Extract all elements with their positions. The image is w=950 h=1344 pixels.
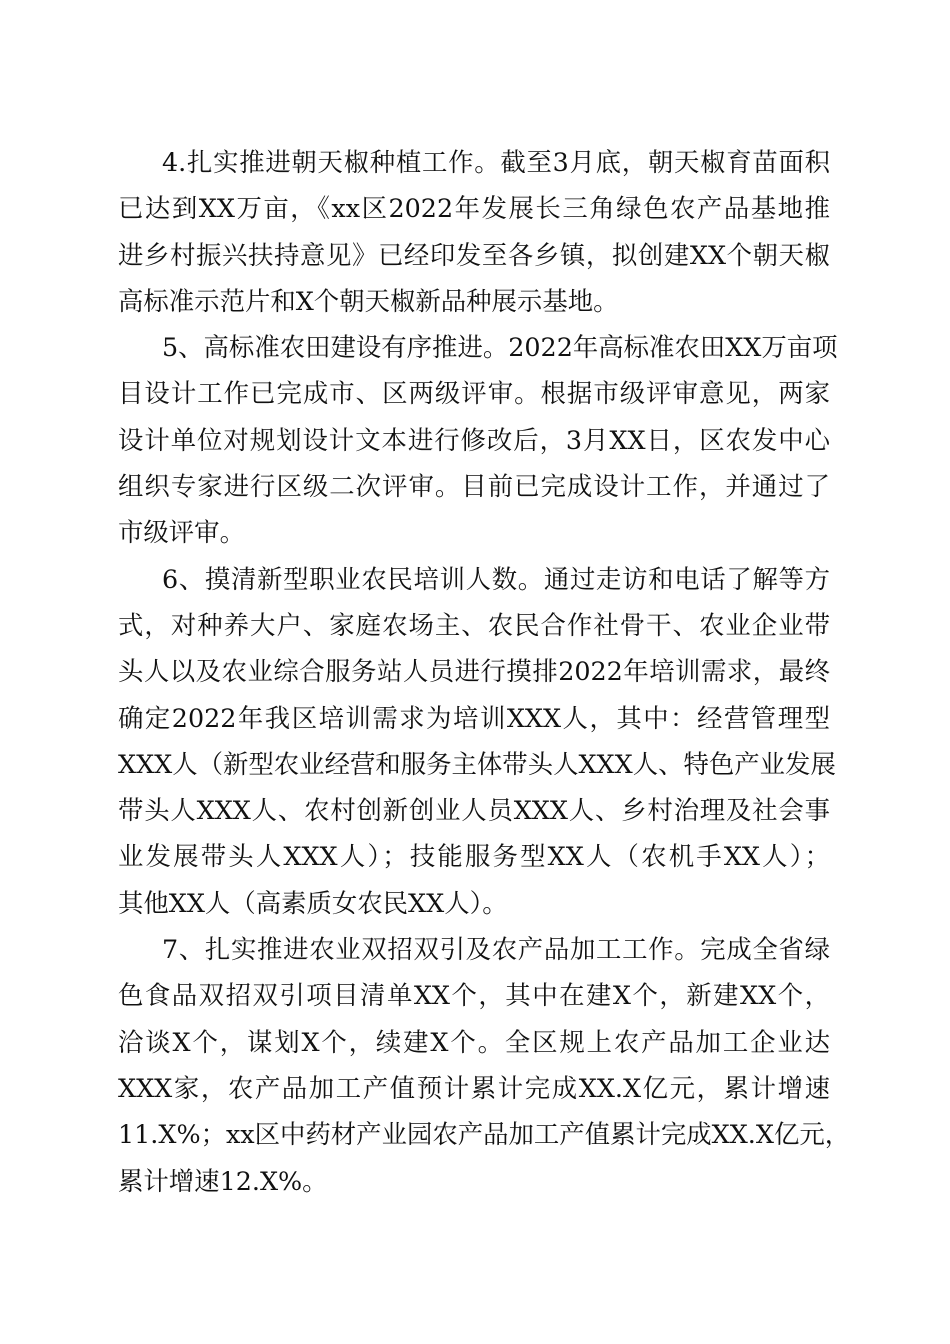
document-body (118, 139, 851, 1204)
paragraph-line: 头人以及农业综合服务站人员进行摸排2022年培训需求，最终 (118, 656, 830, 687)
paragraph-4 (118, 139, 830, 324)
paragraph-line: 市级评审。 (118, 517, 245, 548)
paragraph-line: 目设计工作已完成市、区两级评审。根据市级评审意见，两家 (118, 378, 830, 409)
paragraph-line: 5、高标准农田建设有序推进。2022年高标准农田XX万亩项 (162, 332, 838, 363)
paragraph-line: 色食品双招双引项目清单XX个，其中在建X个，新建XX个， (118, 980, 830, 1011)
paragraph-7 (118, 926, 851, 1204)
paragraph-line: 7、扎实推进农业双招双引及农产品加工工作。完成全省绿 (162, 934, 830, 965)
paragraph-line: 累计增速12.X%。 (118, 1165, 328, 1196)
paragraph-line: 其他XX人（高素质女农民XX人）。 (118, 887, 508, 918)
paragraph-line: 已达到XX万亩，《xx区2022年发展长三角绿色农产品基地推 (118, 193, 830, 224)
paragraph-line: 4.扎实推进朝天椒种植工作。截至3月底，朝天椒育苗面积 (162, 147, 830, 177)
paragraph-line: 业发展带头人XXX人）；技能服务型XX人（农机手XX人）； (118, 841, 830, 872)
paragraph-line: 洽谈X个，谋划X个，续建X个。全区规上农产品加工企业达 (118, 1026, 830, 1057)
paragraph-line: 6、摸清新型职业农民培训人数。通过走访和电话了解等方 (162, 563, 830, 594)
paragraph-line: 高标准示范片和X个朝天椒新品种展示基地。 (118, 285, 619, 316)
paragraph-line: 带头人XXX人、农村创新创业人员XXX人、乡村治理及社会事 (118, 795, 830, 826)
paragraph-line: 确定2022年我区培训需求为培训XXX人，其中：经营管理型 (118, 702, 830, 733)
paragraph-5 (118, 324, 838, 555)
paragraph-line: 设计单位对规划设计文本进行修改后，3月XX日，区农发中心 (118, 424, 830, 455)
paragraph-line: XXX人（新型农业经营和服务主体带头人XXX人、特色产业发展 (118, 748, 836, 779)
paragraph-line: 11.X%；xx区中药材产业园农产品加工产值累计完成XX.X亿元， (118, 1119, 851, 1150)
paragraph-line: 式，对种养大户、家庭农场主、农民合作社骨干、农业企业带 (118, 609, 830, 640)
paragraph-6 (118, 556, 836, 926)
paragraph-line: 进乡村振兴扶持意见》已经印发至各乡镇，拟创建XX个朝天椒 (118, 239, 830, 270)
paragraph-line: XXX家，农产品加工产值预计累计完成XX.X亿元，累计增速 (118, 1072, 830, 1103)
paragraph-line: 组织专家进行区级二次评审。目前已完成设计工作，并通过了 (118, 471, 830, 502)
